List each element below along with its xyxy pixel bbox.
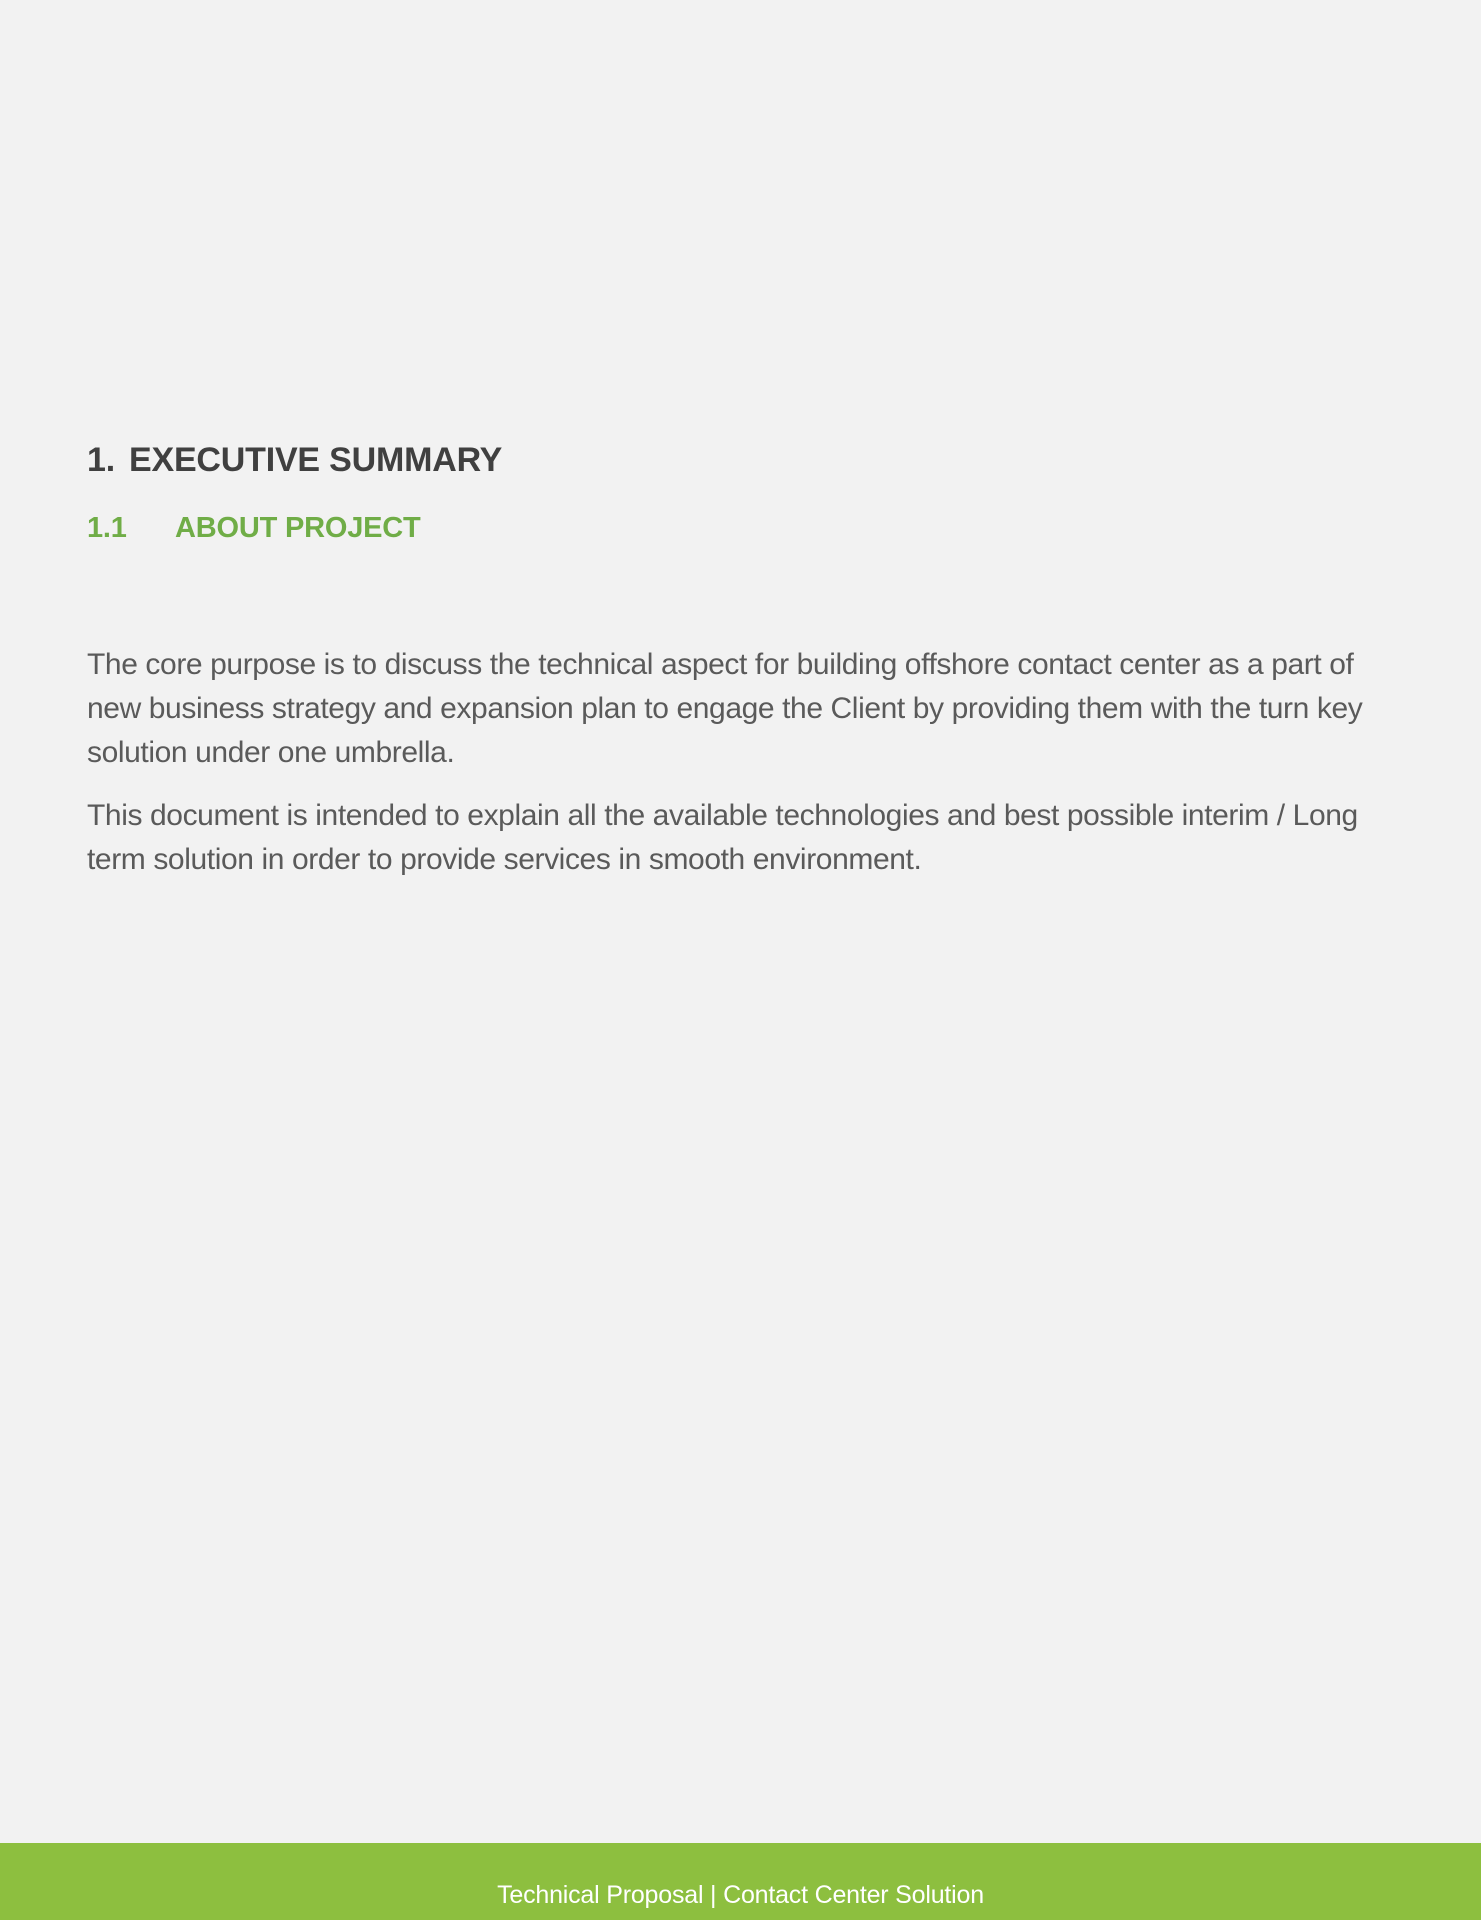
body-paragraph-1: The core purpose is to discuss the technical aspect for building offshore contact center as a part of new business strategy and expansion plan to engage the Client by providing them with the turn key solution under one umbrella. <box>87 647 1363 769</box>
section-title: EXECUTIVE SUMMARY <box>129 441 503 479</box>
footer-text: Technical Proposal | Contact Center Solution <box>497 1881 984 1909</box>
page-content <box>87 440 1407 882</box>
section-number: 1. <box>87 441 115 479</box>
section-heading <box>87 440 1407 481</box>
subsection-number: 1.1 <box>87 511 127 544</box>
subsection-title: ABOUT PROJECT <box>175 511 421 544</box>
body-paragraph-2: This document is intended to explain all the available technologies and best possible interim / Long term solution in order to provide services in smooth environment. <box>87 798 1358 876</box>
subsection-heading <box>87 511 1407 546</box>
